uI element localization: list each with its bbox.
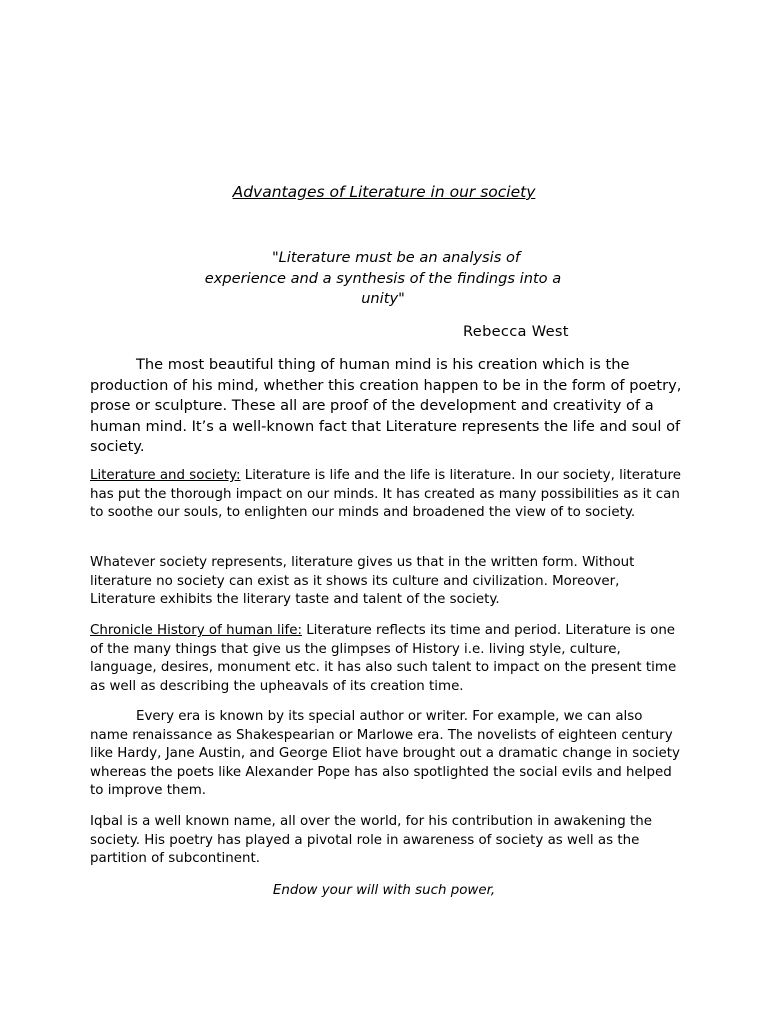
paragraph-literature-and-society [90, 467, 682, 523]
closing-verse-line: Endow your will with such power, [272, 883, 496, 898]
quote-line-1: "Literature must be an analysis of [271, 249, 521, 266]
epigraph-quote [190, 248, 576, 310]
paragraph-body: Literature is life and the life is literature. In our society, literature has put the thorough impact on our minds. It has created as many possibilities as it can to soothe our souls, to enlighten our minds and broadened the view of to society. [90, 468, 681, 521]
paragraph-iqbal: Iqbal is a well known name, all over the world, for his contribution in awakening the society. His poetry has played a pivotal role in awareness of society as well as the partition of subcontinent. [90, 814, 652, 867]
paragraph-every-era: Every era is known by its special author or writer. For example, we can also name renaissance as Shakespearian or Marlowe era. The novelists of eighteen century like Hardy, Jane Austin, and George Eliot have brought out a dramatic change in society whereas the poets like Alexander Pope has also spotlighted the social evils and helped to improve them. [90, 709, 680, 799]
paragraph-chronicle-history [90, 622, 682, 696]
paragraph-intro: The most beautiful thing of human mind is his creation which is the production of his mind, whether this creation happen to be in the form of poetry, prose or sculpture. These all are proof of the development and creativity of a human mind. It’s a well-known fact that Literature represents the life and soul of society. [90, 356, 682, 455]
paragraph-society-represents: Whatever society represents, literature gives us that in the written form. Without literature no society can exist as it shows its culture and civilization. Moreover, Literature exhibits the literary taste and talent of the society. [90, 555, 635, 608]
quote-line-2: experience and a synthesis of the findings into a unity" [204, 269, 562, 307]
section-heading-chronicle-history: Chronicle History of human life: [90, 623, 302, 638]
quote-attribution: Rebecca West [463, 323, 569, 340]
paragraph-body: Literature reflects its time and period. Literature is one of the many things that give us the glimpses of History i.e. living style, culture, language, desires, monument etc. it has also such talent to impact on the present time as well as describing the upheavals of its creation time. [90, 623, 677, 694]
section-heading-literature-and-society: Literature and society: [90, 468, 241, 483]
document-title: Advantages of Literature in our society [232, 183, 536, 201]
